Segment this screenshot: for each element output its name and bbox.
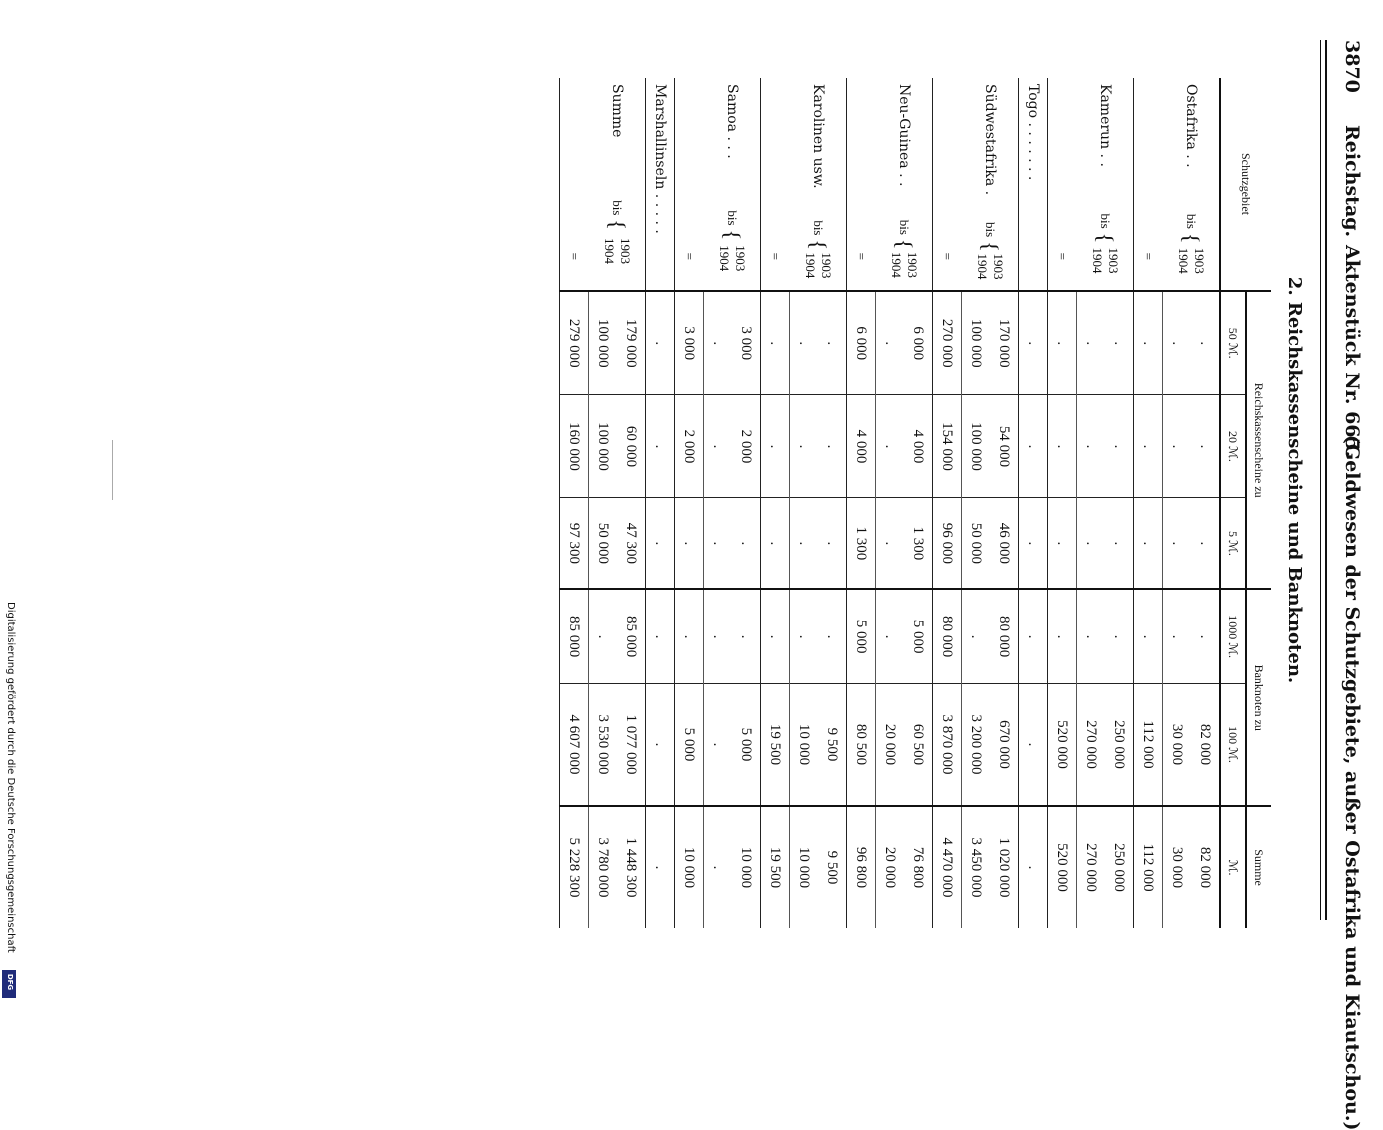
table-cell: . [1134, 589, 1163, 683]
table-cell: 76 800 [904, 806, 933, 928]
table-cell: . [704, 395, 733, 498]
table-cell: 1 300 [847, 498, 876, 589]
table-row [904, 78, 933, 928]
table-cell: 1 300 [904, 498, 933, 589]
total-mark: = [1048, 78, 1077, 291]
table-cell: 10 000 [732, 806, 761, 928]
table-cell: 60 000 [617, 395, 646, 498]
table-cell: . [1191, 589, 1220, 683]
table-cell: 670 000 [990, 683, 1019, 806]
table-cell: 85 000 [560, 589, 589, 683]
table-cell: 279 000 [560, 291, 589, 395]
table-cell: . [790, 498, 819, 589]
row-label: Marshallinseln . . . . . [646, 78, 675, 291]
dfg-credit [2, 602, 16, 998]
publication-name: Reichstag. [1341, 125, 1363, 238]
table-cell: 3 530 000 [589, 683, 618, 806]
dfg-logo-icon: DFG [2, 970, 16, 998]
table-cell: 80 000 [933, 589, 962, 683]
table-cell: 100 000 [589, 395, 618, 498]
table-cell: . [1163, 291, 1192, 395]
table-cell: 1 448 300 [617, 806, 646, 928]
table-cell: . [1134, 395, 1163, 498]
total-mark: = [1134, 78, 1163, 291]
page-number: 3870 [1341, 40, 1363, 93]
table-row [990, 78, 1019, 928]
table-cell: . [1077, 589, 1106, 683]
table-cell: . [818, 395, 847, 498]
table-cell: 10 000 [675, 806, 704, 928]
table-cell: 154 000 [933, 395, 962, 498]
table-cell: 6 000 [904, 291, 933, 395]
table-cell: 250 000 [1105, 683, 1134, 806]
table-cell: . [1019, 498, 1048, 589]
table-cell: . [876, 395, 905, 498]
table-cell: . [732, 498, 761, 589]
row-label: Togo . . . . . . . [1019, 78, 1048, 291]
table-cell: 54 000 [990, 395, 1019, 498]
table-cell: 9 500 [818, 806, 847, 928]
table-body [560, 78, 1221, 928]
table-cell: . [646, 395, 675, 498]
row-label: Ostafrika . . bis { 1903 1904 [1175, 84, 1207, 274]
table-cell: 179 000 [617, 291, 646, 395]
table-cell: . [818, 291, 847, 395]
table-cell: 10 000 [790, 806, 819, 928]
table-cell: 80 000 [990, 589, 1019, 683]
table-cell: 82 000 [1191, 806, 1220, 928]
table-cell: 50 000 [589, 498, 618, 589]
table-cell: 2 000 [675, 395, 704, 498]
table-row [1191, 78, 1220, 928]
table-cell: 5 000 [904, 589, 933, 683]
table-cell: 100 000 [589, 291, 618, 395]
table-cell: 50 000 [962, 498, 991, 589]
total-mark: = [560, 78, 589, 291]
table-cell: 100 000 [962, 291, 991, 395]
table-cell: . [1019, 395, 1048, 498]
table-cell: 80 500 [847, 683, 876, 806]
table-cell: 20 000 [876, 806, 905, 928]
table-cell: 5 000 [847, 589, 876, 683]
table-cell: . [790, 589, 819, 683]
table-cell: 270 000 [933, 291, 962, 395]
table-cell: 170 000 [990, 291, 1019, 395]
table-cell: . [732, 589, 761, 683]
col-summe-mark: ℳ. [1220, 806, 1246, 928]
table-cell: . [675, 498, 704, 589]
table-cell: . [761, 291, 790, 395]
table-cell: 3 450 000 [962, 806, 991, 928]
table-cell: . [704, 683, 733, 806]
total-mark: = [761, 78, 790, 291]
table-cell: . [646, 291, 675, 395]
table-cell: 520 000 [1048, 683, 1077, 806]
col-1000-mark: 1000 ℳ. [1220, 589, 1246, 683]
table-cell: . [1048, 291, 1077, 395]
table-cell: 97 300 [560, 498, 589, 589]
col-group-reichskassenscheine: Reichskassenscheine zu [1246, 291, 1271, 589]
table-cell: . [790, 395, 819, 498]
table-row [1019, 78, 1048, 928]
table-total-row [675, 78, 704, 928]
table-cell: . [876, 291, 905, 395]
page-header [1323, 40, 1373, 1130]
table-cell: . [1163, 498, 1192, 589]
table-cell: 3 000 [732, 291, 761, 395]
table-cell: 3 870 000 [933, 683, 962, 806]
table-row [818, 78, 847, 928]
table-cell: . [761, 395, 790, 498]
col-header-schutzgebiet: Schutzgebiet [1220, 78, 1271, 291]
table-cell: 5 228 300 [560, 806, 589, 928]
col-group-banknoten: Banknoten zu [1246, 589, 1271, 806]
total-mark: = [847, 78, 876, 291]
table-cell: . [675, 589, 704, 683]
table-cell: . [1077, 395, 1106, 498]
table-cell: . [1019, 806, 1048, 928]
table-cell: 19 500 [761, 806, 790, 928]
table-cell: 3 000 [675, 291, 704, 395]
table-cell: . [646, 806, 675, 928]
table-cell: 1 077 000 [617, 683, 646, 806]
table-cell: . [704, 291, 733, 395]
table-cell: 270 000 [1077, 683, 1106, 806]
table-cell: . [962, 589, 991, 683]
table-cell: . [704, 498, 733, 589]
table-cell: 5 000 [732, 683, 761, 806]
total-mark: = [933, 78, 962, 291]
table-cell: . [1105, 589, 1134, 683]
document-subject: (Geldwesen der Schutzgebiete, außer Ostafrika und Kiautschou.) [1341, 435, 1363, 1130]
table-cell: 112 000 [1134, 806, 1163, 928]
col-20-mark: 20 ℳ. [1220, 395, 1246, 498]
table-cell: 3 780 000 [589, 806, 618, 928]
table-cell: . [1191, 291, 1220, 395]
table-cell: 19 500 [761, 683, 790, 806]
row-label: Karolinen usw. bis { 1903 1904 [802, 84, 834, 279]
table-row [1105, 78, 1134, 928]
table-cell: 5 000 [675, 683, 704, 806]
table-cell: 30 000 [1163, 683, 1192, 806]
table-cell: . [1077, 498, 1106, 589]
document-number: Aktenstück Nr. 665. [1341, 245, 1363, 458]
table-cell: . [761, 589, 790, 683]
table-cell: 96 000 [933, 498, 962, 589]
credit-text: Digitalisierung gefördert durch die Deutsche Forschungsgemeinschaft [5, 602, 16, 953]
table-row [617, 78, 646, 928]
table-cell: 100 000 [962, 395, 991, 498]
col-50-mark: 50 ℳ. [1220, 291, 1246, 395]
table-cell: . [1134, 291, 1163, 395]
table-cell: 270 000 [1077, 806, 1106, 928]
table-cell: 4 000 [847, 395, 876, 498]
table-cell: . [1105, 498, 1134, 589]
table-cell: . [1163, 395, 1192, 498]
scan-mark [112, 440, 113, 500]
table-cell: . [818, 589, 847, 683]
total-mark: = [675, 78, 704, 291]
header-rule-thin [1320, 40, 1321, 920]
table-cell: . [1048, 395, 1077, 498]
table-total-row [847, 78, 876, 928]
table-cell: 85 000 [617, 589, 646, 683]
table-cell: . [876, 498, 905, 589]
table-cell: . [1019, 683, 1048, 806]
table-cell: 4 607 000 [560, 683, 589, 806]
row-label: Summe bis { 1903 1904 [601, 84, 633, 265]
table-cell: . [704, 589, 733, 683]
table-cell: . [1105, 291, 1134, 395]
table-cell: . [1134, 498, 1163, 589]
table-cell: 60 500 [904, 683, 933, 806]
table-cell: . [1191, 395, 1220, 498]
table-total-row [1048, 78, 1077, 928]
table-cell: 520 000 [1048, 806, 1077, 928]
table-cell: 9 500 [818, 683, 847, 806]
row-label: Neu-Guinea . . bis { 1903 1904 [888, 84, 920, 278]
table-cell: . [818, 498, 847, 589]
table-total-row [560, 78, 589, 928]
table-cell: . [876, 589, 905, 683]
table-cell: 30 000 [1163, 806, 1192, 928]
table-cell: . [1105, 395, 1134, 498]
table-cell: . [589, 589, 618, 683]
table-cell: 82 000 [1191, 683, 1220, 806]
table-total-row [761, 78, 790, 928]
table-cell: . [704, 806, 733, 928]
table-cell: 112 000 [1134, 683, 1163, 806]
table-cell: 2 000 [732, 395, 761, 498]
table-cell: . [761, 498, 790, 589]
currency-table [559, 78, 1271, 928]
table-cell: . [1048, 589, 1077, 683]
table-row [646, 78, 675, 928]
table-cell: 250 000 [1105, 806, 1134, 928]
table-cell: 4 000 [904, 395, 933, 498]
table-cell: 46 000 [990, 498, 1019, 589]
table-cell: . [1019, 291, 1048, 395]
table-cell: 1 020 000 [990, 806, 1019, 928]
table-cell: . [1163, 589, 1192, 683]
row-label: Südwestafrika . bis { 1903 1904 [974, 84, 1006, 280]
table-cell: . [1019, 589, 1048, 683]
table-cell: 6 000 [847, 291, 876, 395]
table-cell: 160 000 [560, 395, 589, 498]
table-cell: . [1048, 498, 1077, 589]
col-header-summe: Summe [1246, 806, 1271, 928]
table-cell: . [1077, 291, 1106, 395]
table-cell: . [1191, 498, 1220, 589]
table-total-row [933, 78, 962, 928]
row-label: Kamerun . . bis { 1903 1904 [1089, 84, 1121, 274]
table-cell: 20 000 [876, 683, 905, 806]
table-cell: . [646, 683, 675, 806]
table-total-row [1134, 78, 1163, 928]
table-cell: . [646, 498, 675, 589]
section-title: 2. Reichskassenscheine und Banknoten. [1284, 276, 1305, 684]
col-5-mark: 5 ℳ. [1220, 498, 1246, 589]
table-cell: . [790, 291, 819, 395]
table-row [732, 78, 761, 928]
table-cell: . [646, 589, 675, 683]
row-label: Samoa . . . bis { 1903 1904 [716, 84, 748, 272]
table-cell: 3 200 000 [962, 683, 991, 806]
col-100-mark: 100 ℳ. [1220, 683, 1246, 806]
header-rule [1325, 40, 1327, 920]
table-cell: 4 470 000 [933, 806, 962, 928]
table-cell: 10 000 [790, 683, 819, 806]
table-cell: 47 300 [617, 498, 646, 589]
table-cell: 96 800 [847, 806, 876, 928]
